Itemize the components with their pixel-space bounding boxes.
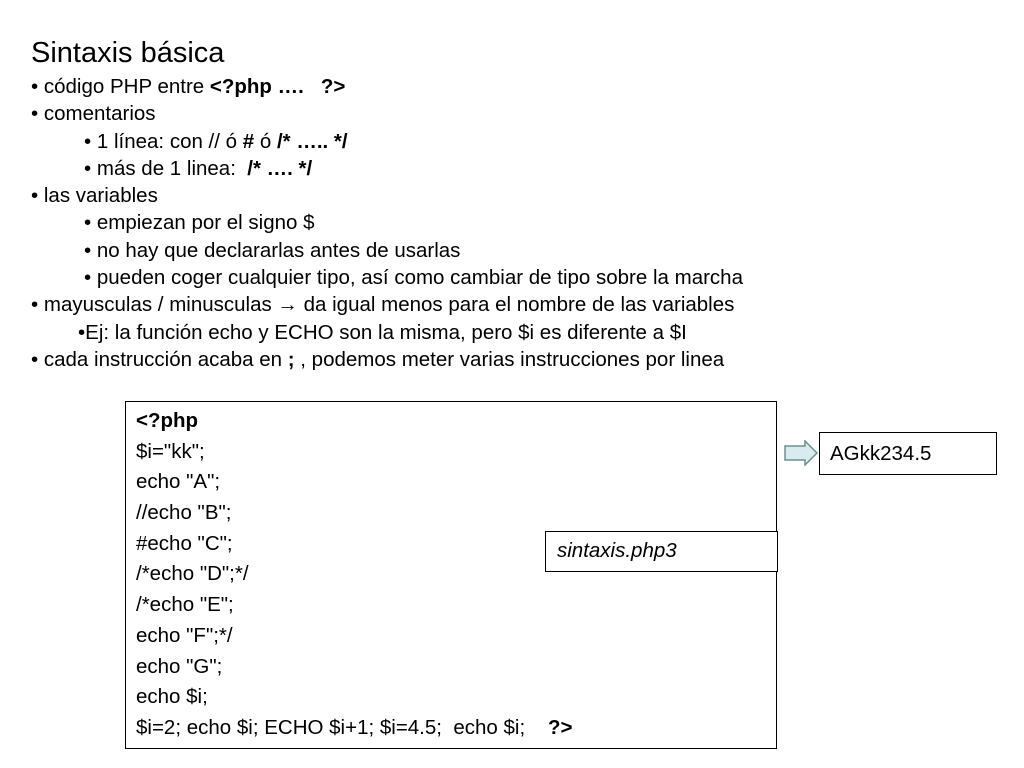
code-line: echo "F";*/ — [136, 623, 233, 647]
code-last-line: $i=2; echo $i; ECHO $i+1; $i=4.5; echo $i; ?> — [136, 715, 573, 739]
code-example-box — [125, 401, 777, 749]
bullet-comentarios: • comentarios — [31, 102, 156, 126]
code-line: echo $i; — [136, 685, 208, 709]
bullet-list — [31, 73, 743, 373]
output-box: AGkk234.5 — [819, 432, 997, 475]
bullet-multi-line-comment: • más de 1 linea: /* …. */ — [84, 156, 313, 180]
bullet-example: •Ej: la función echo y ECHO son la misma, pero $i es diferente a $I — [78, 320, 687, 344]
code-line: echo "G"; — [136, 654, 223, 678]
php-tags-code: <?php …. ?> — [209, 75, 346, 98]
bullet-variables: • las variables — [31, 184, 158, 208]
code-line: //echo "B"; — [136, 501, 232, 525]
bullet-semicolon: • cada instrucción acaba en ; , podemos meter varias instrucciones por linea — [31, 347, 725, 371]
code-open-tag: <?php — [136, 409, 199, 432]
code-line: /*echo "D";*/ — [136, 562, 249, 586]
code-line: echo "A"; — [136, 470, 221, 494]
bullet-single-line-comment: • 1 línea: con // ó # ó /* ….. */ — [84, 129, 348, 153]
bullet-no-declare: • no hay que declararlas antes de usarlas — [84, 238, 461, 262]
code-line: /*echo "E"; — [136, 593, 234, 617]
code-line: $i="kk"; — [136, 439, 205, 463]
code-close-tag: ?> — [547, 715, 573, 739]
right-arrow-icon: → — [277, 293, 298, 317]
bullet-case-sensitivity: • mayusculas / minusculas → da igual menos para el nombre de las variables — [31, 293, 735, 317]
slide-title: Sintaxis básica — [31, 37, 225, 69]
block-arrow-icon — [784, 440, 818, 466]
bullet-php-tags: • código PHP entre <?php …. ?> — [31, 75, 346, 98]
code-line: #echo "C"; — [136, 531, 233, 555]
filename-label: sintaxis.php3 — [545, 531, 778, 572]
bullet-any-type: • pueden coger cualquier tipo, así como cambiar de tipo sobre la marcha — [84, 266, 743, 290]
bullet-dollar-sign: • empiezan por el signo $ — [84, 211, 315, 235]
